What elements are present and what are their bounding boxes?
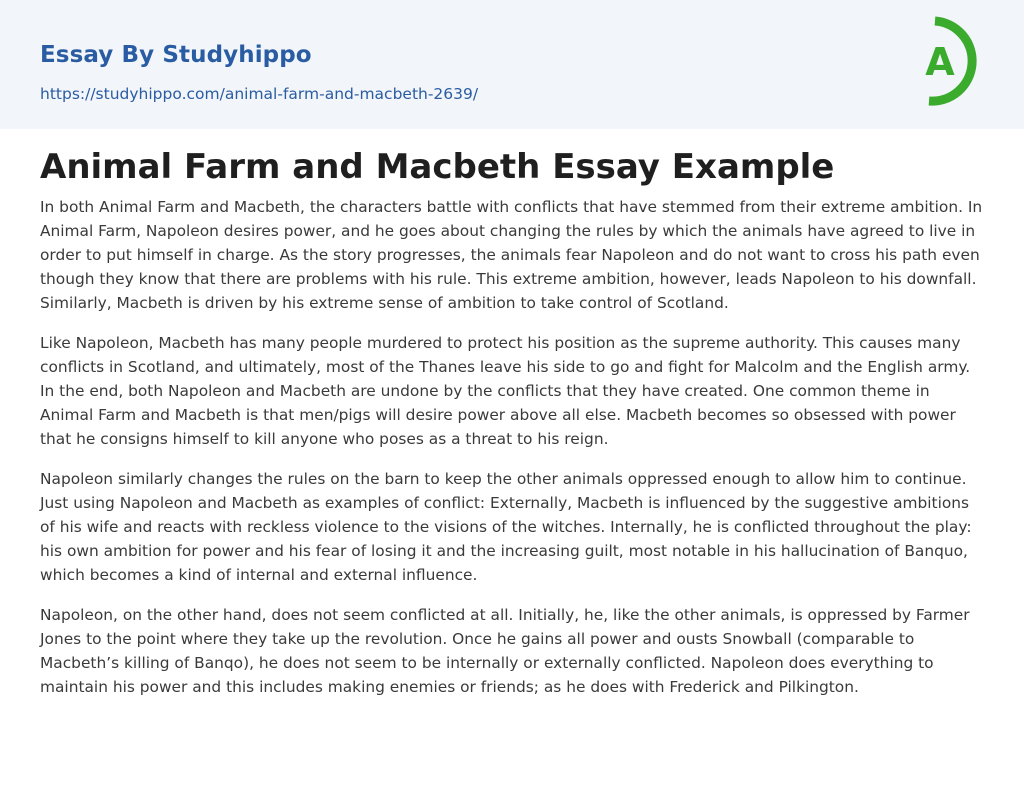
page-header [0,0,1024,129]
studyhippo-logo-icon[interactable] [905,14,995,110]
essay-paragraph-2: Like Napoleon, Macbeth has many people murdered to protect his position as the supreme authority. This causes many conflicts in Scotland, and ultimately, most of the Thanes leave his side to go and fight for Malcolm and the English army. In the end, both Napoleon and Macbeth are undone by the conflicts that they have created. One common theme in Animal Farm and Macbeth is that men/pigs will desire power above all else. Macbeth becomes so obsessed with power that he consigns himself to kill anyone who poses as a threat to his reign. [40,334,971,448]
essay-url-link[interactable]: https://studyhippo.com/animal-farm-and-macbeth-2639/ [40,85,479,103]
essay-paragraph-3: Napoleon similarly changes the rules on the barn to keep the other animals oppressed enough to allow him to continue. Just using Napoleon and Macbeth as examples of conflict: Externally, Macbeth is influenced by the suggestive ambitions of his wife and reacts with reckless violence to the visions of the witches. Internally, he is conflicted throughout the play: his own ambition for power and his fear of losing it and the increasing guilt, most notable in his hallucination of Banquo, which becomes a kind of internal and external influence. [40,470,972,584]
logo-letter: A [925,40,955,84]
essay-paragraph-4: Napoleon, on the other hand, does not seem conflicted at all. Initially, he, like the other animals, is oppressed by Farmer Jones to the point where they take up the revolution. Once he gains all power and ousts Snowball (comparable to Macbeth’s killing of Banqo), he does not seem to be internally or externally conflicted. Napoleon does everything to maintain his power and this includes making enemies or friends; as he does with Frederick and Pilkington. [40,606,970,696]
essay-paragraph-1: In both Animal Farm and Macbeth, the characters battle with conflicts that have stemmed from their extreme ambition. In Animal Farm, Napoleon desires power, and he goes about changing the rules by which the animals have agreed to live in order to put himself in charge. As the story progresses, the animals fear Napoleon and do not want to cross his path even though they know that there are problems with his rule. This extreme ambition, however, leads Napoleon to his downfall. Similarly, Macbeth is driven by his extreme sense of ambition to take control of Scotland. [40,198,983,312]
essay-body [40,195,984,715]
essay-title: Animal Farm and Macbeth Essay Example [40,147,835,187]
site-brand[interactable]: Essay By Studyhippo [40,42,312,68]
